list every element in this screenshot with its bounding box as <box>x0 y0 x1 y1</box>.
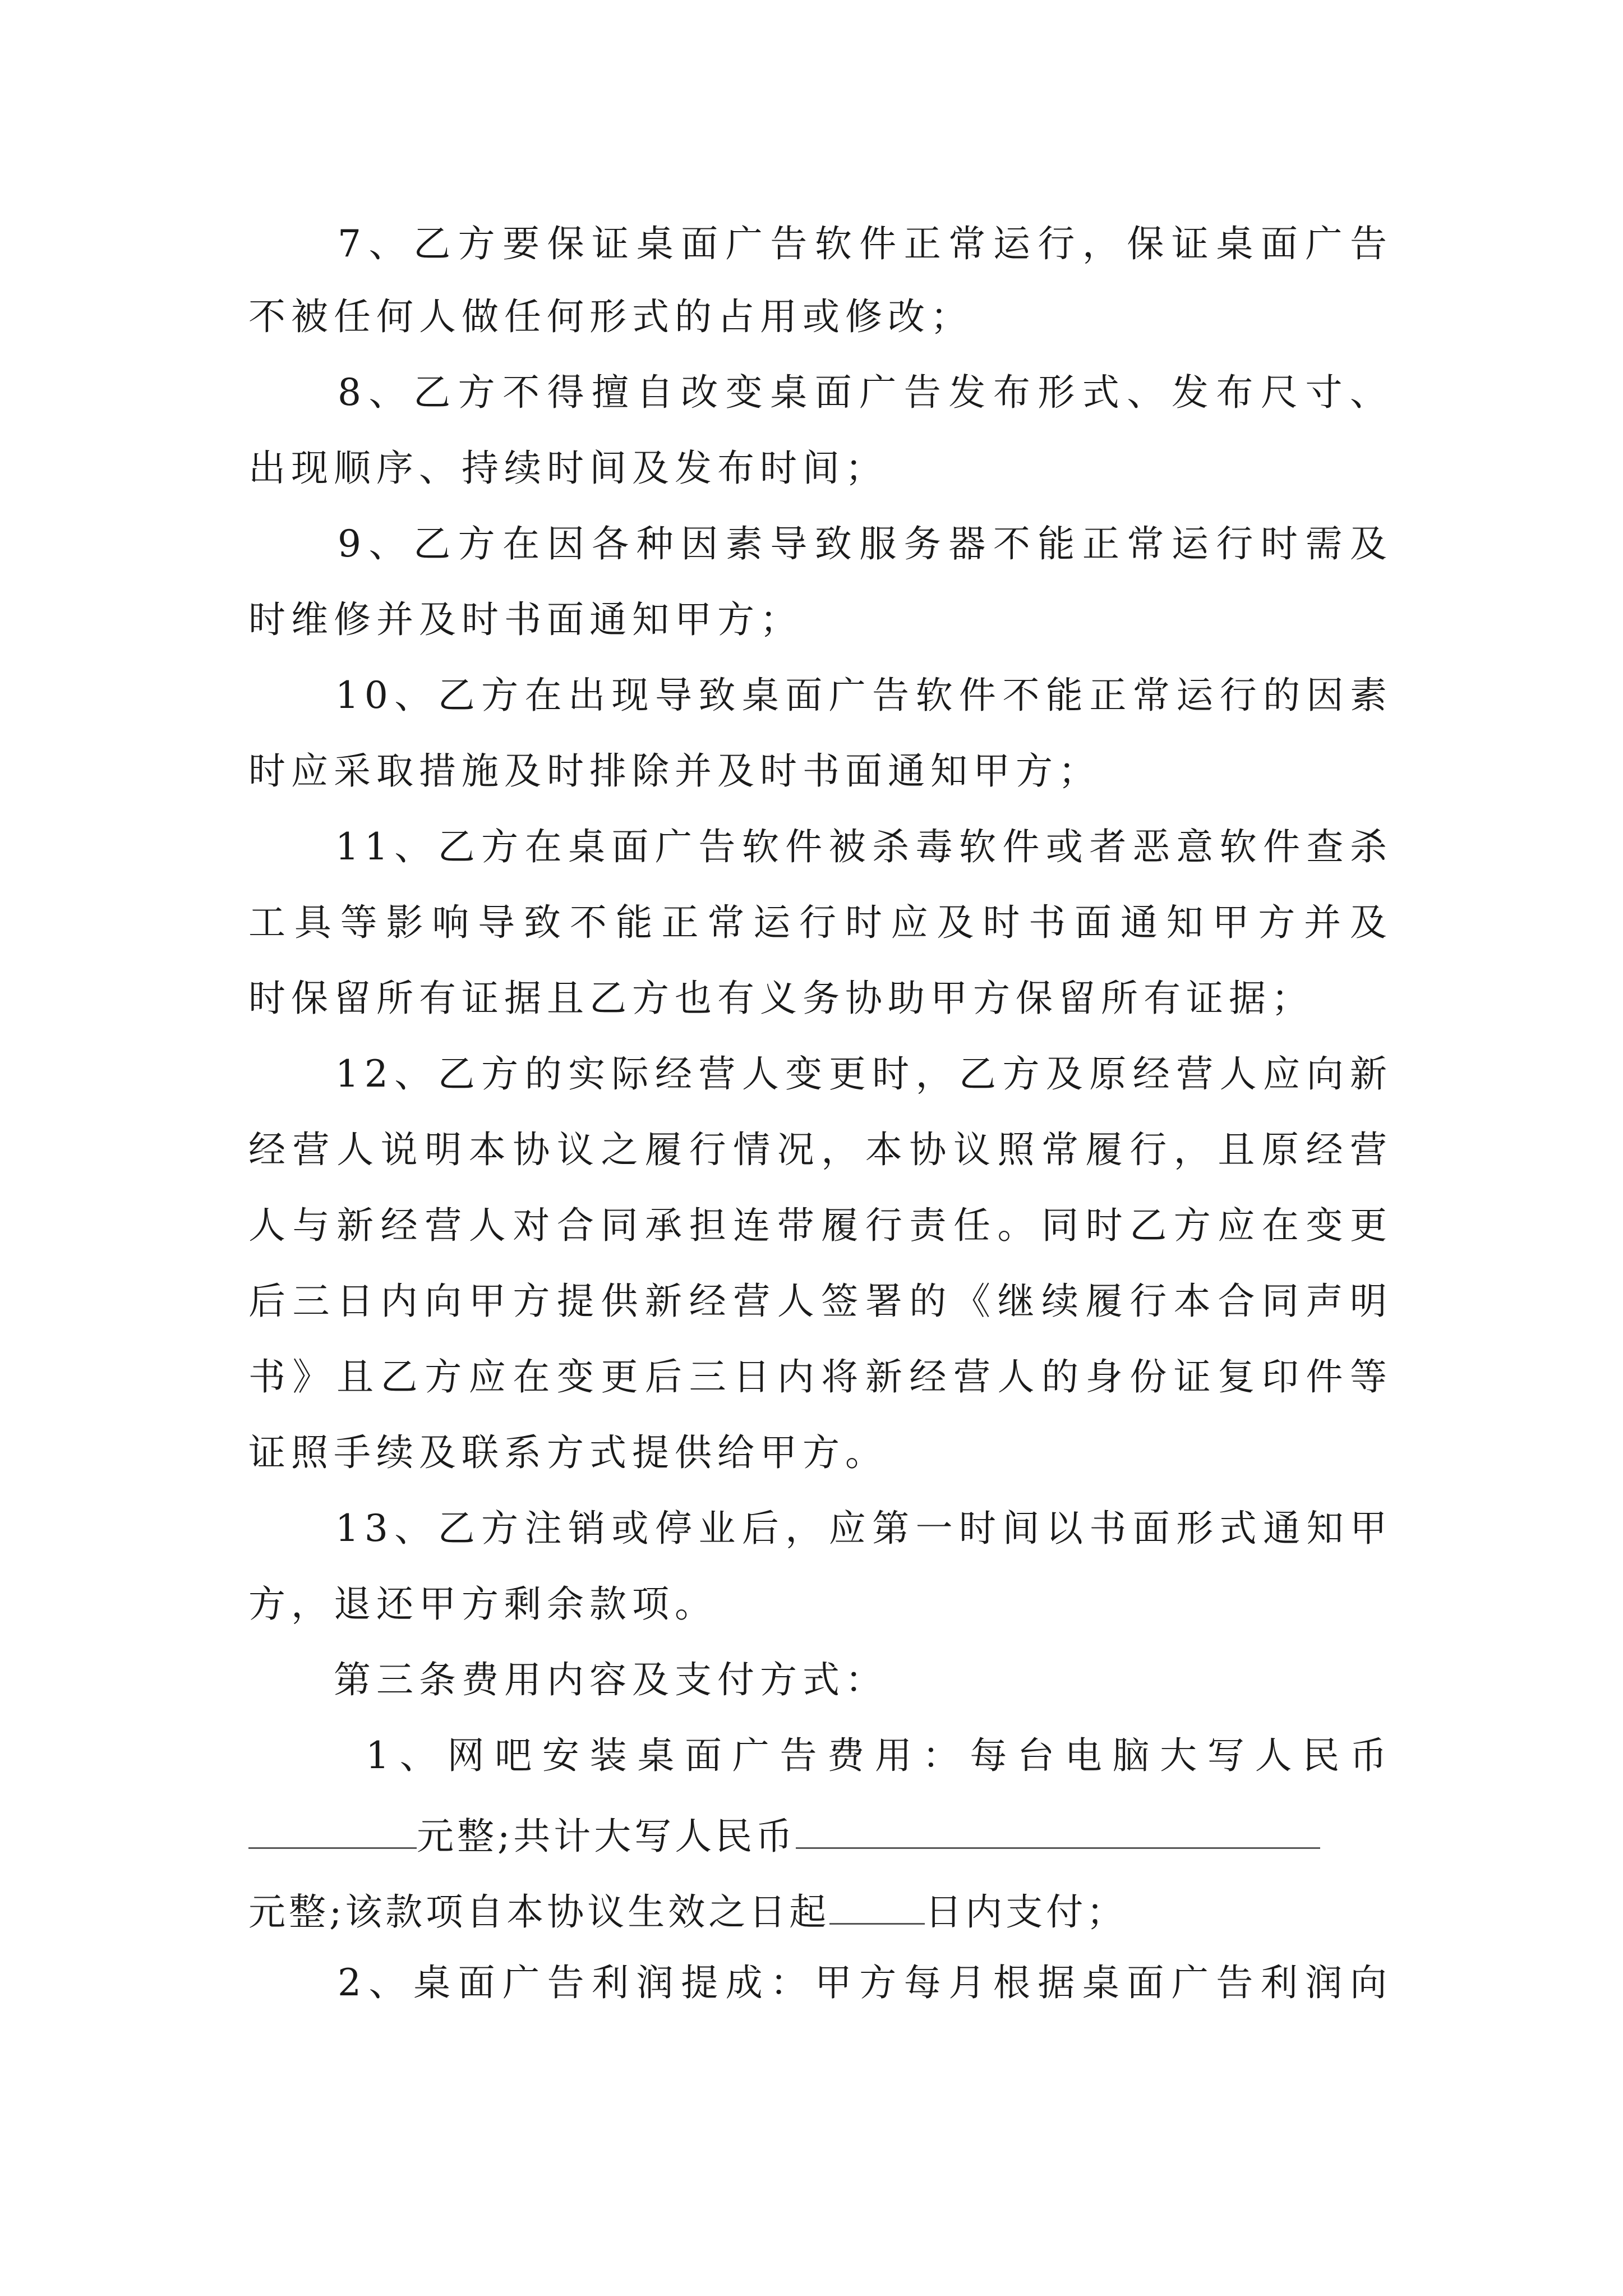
text-line: 出现顺序、持续时间及发布时间； <box>248 447 888 490</box>
text-line: 1、网吧安装桌面广告费用：每台电脑大写人民币 <box>248 1734 1393 1777</box>
text-line: 9、乙方在因各种因素导致服务器不能正常运行时需及 <box>248 522 1393 565</box>
text-line: 人与新经营人对合同承担连带履行责任。同时乙方应在变更 <box>248 1204 1393 1247</box>
text-line: 2、桌面广告利润提成：甲方每月根据桌面广告利润向 <box>248 1961 1393 2004</box>
text-line: 8、乙方不得擅自改变桌面广告发布形式、发布尺寸、 <box>248 371 1393 414</box>
text-line: 时维修并及时书面通知甲方； <box>248 598 803 641</box>
fee-line <box>248 1803 1393 1860</box>
text-line: 证照手续及联系方式提供给甲方。 <box>248 1431 888 1474</box>
text-line: 工具等影响导致不能正常运行时应及时书面通知甲方并及 <box>248 901 1393 944</box>
text-line: 方，退还甲方剩余款项。 <box>248 1582 717 1626</box>
text-line: 不被任何人做任何形式的占用或修改； <box>248 295 973 338</box>
fee-line-text: 元整;共计大写人民币 <box>417 1815 796 1858</box>
fee-line-2 <box>248 1879 1393 1935</box>
amount-blank <box>248 1803 417 1849</box>
fee-line-2-text: 元整;该款项自本协议生效之日起 <box>248 1890 830 1934</box>
fee-line-2-text-end: 日内支付； <box>925 1890 1127 1934</box>
text-line: 11、乙方在桌面广告软件被杀毒软件或者恶意软件查杀 <box>248 825 1393 868</box>
text-line: 时保留所有证据且乙方也有义务协助甲方保留所有证据； <box>248 977 1314 1020</box>
text-line: 后三日内向甲方提供新经营人签署的《继续履行本合同声明 <box>248 1280 1393 1323</box>
total-amount-blank <box>796 1803 1320 1849</box>
text-line: 10、乙方在出现导致桌面广告软件不能正常运行的因素 <box>248 674 1393 717</box>
section-heading: 第三条费用内容及支付方式： <box>248 1658 888 1701</box>
text-line: 12、乙方的实际经营人变更时，乙方及原经营人应向新 <box>248 1052 1393 1096</box>
text-line: 书》且乙方应在变更后三日内将新经营人的身份证复印件等 <box>248 1355 1393 1398</box>
text-line: 时应采取措施及时排除并及时书面通知甲方； <box>248 749 1101 793</box>
text-line: 13、乙方注销或停业后，应第一时间以书面形式通知甲 <box>248 1507 1393 1550</box>
text-line: 7、乙方要保证桌面广告软件正常运行，保证桌面广告 <box>248 222 1393 265</box>
days-blank <box>829 1879 925 1925</box>
text-line: 经营人说明本协议之履行情况，本协议照常履行，且原经营 <box>248 1128 1393 1171</box>
